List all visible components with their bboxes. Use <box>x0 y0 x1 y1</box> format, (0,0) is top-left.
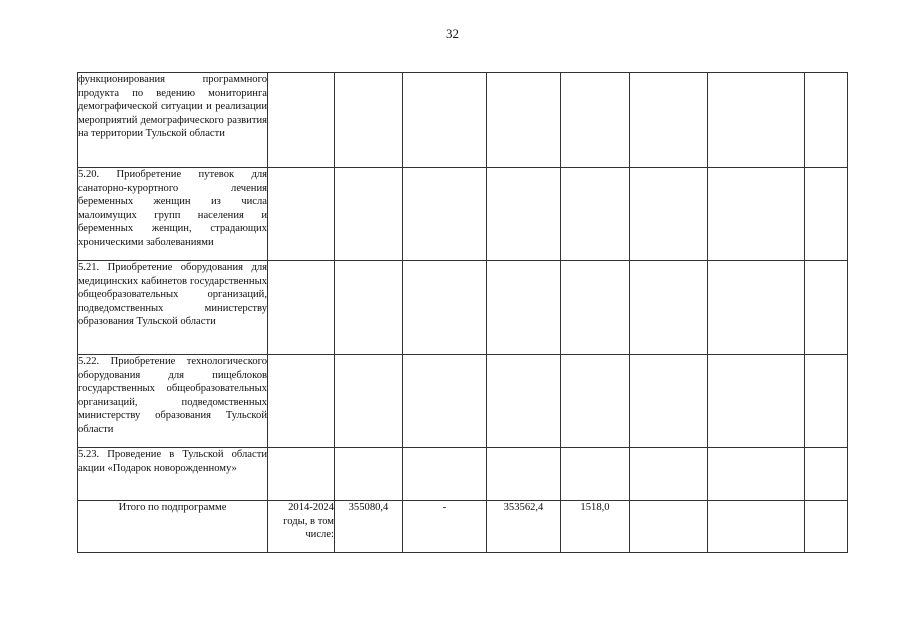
cell <box>630 73 708 168</box>
cell <box>630 448 708 501</box>
table-row <box>78 73 848 168</box>
cell <box>805 501 848 553</box>
total-period: 2014-2024 годы, в том числе: <box>268 501 335 553</box>
row-description: 5.21. Приобретение оборудования для медицинских кабинетов государственных общеобразовательных организаций, подведомственных министерству образования Тульской области <box>78 262 267 327</box>
cell <box>708 168 805 261</box>
cell <box>630 261 708 355</box>
cell <box>335 355 403 448</box>
cell <box>708 261 805 355</box>
cell <box>403 261 487 355</box>
cell <box>335 168 403 261</box>
cell <box>805 73 848 168</box>
cell <box>630 355 708 448</box>
table-row <box>78 168 848 261</box>
cell <box>561 448 630 501</box>
local-budget-value: 1518,0 <box>561 501 630 553</box>
table-row <box>78 448 848 501</box>
cell <box>487 355 561 448</box>
cell <box>805 168 848 261</box>
cell <box>708 448 805 501</box>
table-row <box>78 261 848 355</box>
subprogram-table <box>77 72 848 553</box>
cell <box>561 355 630 448</box>
cell <box>403 355 487 448</box>
row-description-cell <box>78 355 268 448</box>
row-description-cell <box>78 261 268 355</box>
row-description-cell <box>78 73 268 168</box>
cell <box>487 261 561 355</box>
cell <box>708 355 805 448</box>
cell <box>403 448 487 501</box>
row-description: 5.22. Приобретение технологического оборудования для пищеблоков государственных общеобразовательных организаций, подведомственных министерству образования Тульской области <box>78 356 267 435</box>
total-label: Итого по подпрограмме <box>78 501 268 553</box>
cell <box>805 355 848 448</box>
total-row <box>78 501 848 553</box>
cell <box>268 355 335 448</box>
cell <box>335 261 403 355</box>
cell <box>403 168 487 261</box>
cell <box>268 261 335 355</box>
federal-budget-value: - <box>403 501 487 553</box>
cell <box>708 501 805 553</box>
cell <box>561 168 630 261</box>
cell <box>561 261 630 355</box>
cell <box>335 73 403 168</box>
row-description: 5.20. Приобретение путевок для санаторно-курортного лечения беременных женщин из числа малоимущих групп населения и беременных женщин, страдающих хроническими заболеваниями <box>78 169 267 248</box>
cell <box>561 73 630 168</box>
cell <box>487 73 561 168</box>
table-row <box>78 355 848 448</box>
cell <box>487 168 561 261</box>
cell <box>630 168 708 261</box>
cell <box>268 168 335 261</box>
row-description: 5.23. Проведение в Тульской области акции «Подарок новорожденному» <box>78 449 267 474</box>
cell <box>487 448 561 501</box>
cell <box>805 448 848 501</box>
cell <box>268 73 335 168</box>
cell <box>403 73 487 168</box>
cell <box>708 73 805 168</box>
row-description-cell <box>78 448 268 501</box>
regional-budget-value: 353562,4 <box>487 501 561 553</box>
row-description: функционирования программного продукта по ведению мониторинга демографической ситуации и реализации мероприятий демографического развития на территории Тульской области <box>78 74 267 139</box>
cell <box>805 261 848 355</box>
cell <box>335 448 403 501</box>
total-value: 355080,4 <box>335 501 403 553</box>
row-description-cell <box>78 168 268 261</box>
cell <box>630 501 708 553</box>
page-number: 32 <box>446 26 459 41</box>
cell <box>268 448 335 501</box>
